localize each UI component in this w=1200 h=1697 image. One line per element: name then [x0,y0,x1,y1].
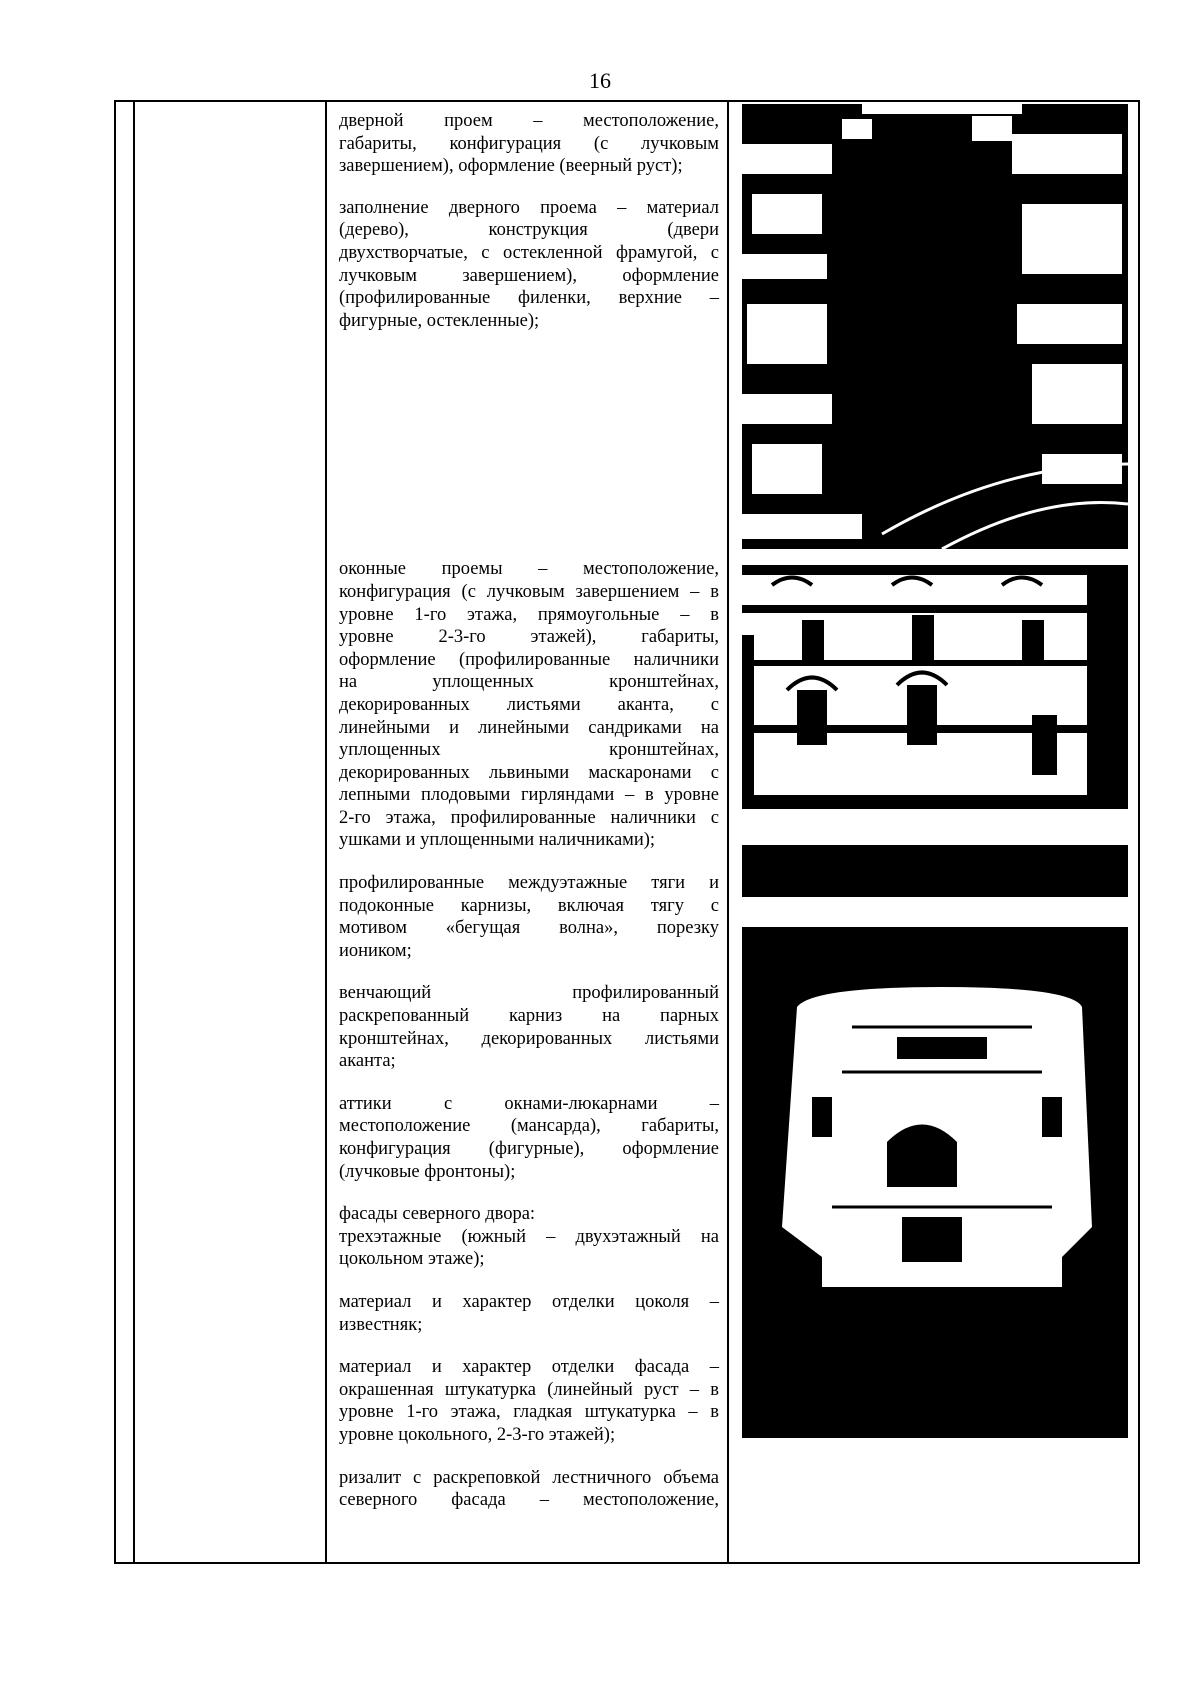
paragraph-door-filling: заполнение дверного проема – материал (дерево), конструкция (двери двухстворчатые, с остекленной фрамугой, с лучковым завершением), оформление (профилированные филенки, верхние – фигурные, остекленные); [339,197,719,331]
paragraph-crowning-cornice: венчающий профилированный раскрепованный карниз на парных кронштейнах, декорированных листьями аканта; [339,983,719,1072]
paragraph-window-openings: оконные проемы – местоположение, конфигурация (с лучковым завершением – в уровне 1-го этажа, прямоугольные – в уровне 2-3-го этажей), габариты, оформление (профилированные наличники на уплощенных кронштейнах, декорированных листьями аканта, с линейными и линейными сандриками на уплощенных кронштейнах, декорированных львиными маскаронами с лепными плодовыми гирляндами – в уровне 2-го этажа, профилированные наличники с ушками и уплощенными наличниками); [339,559,719,851]
paragraph-facade-finish: материал и характер отделки фасада – окрашенная штукатурка (линейный руст – в уровне 1-го этажа, гладкая штукатурка – в уровне цокольного, 2-3-го этажей); [339,1357,719,1445]
paragraph-stair-risalit: ризалит с раскреповкой лестничного объема северного фасада – местоположение, [339,1467,719,1511]
paragraph-north-courtyard-facades: фасады северного двора: трехэтажные (южный – двухэтажный на цокольном этаже); [339,1204,719,1270]
column-divider-1 [133,102,135,1562]
photo-facade-windows [742,565,1128,897]
column-divider-2 [325,102,327,1562]
photo-facade-windows-icon [742,565,1128,897]
paragraph-belt-courses: профилированные междуэтажные тяги и подоконные карнизы, включая тягу с мотивом «бегущая волна», порезку иоником; [339,873,719,961]
photo-courtyard-stair-risalit-icon [742,927,1128,1438]
photo-courtyard-stair-risalit [742,927,1128,1438]
paragraph-plinth-finish: материал и характер отделки цоколя – известняк; [339,1291,719,1335]
photo-doorway [742,104,1128,549]
page-number: 16 [589,68,611,93]
paragraph-door-opening: дверной проем – местоположение, габариты, конфигурация (с лучковым завершением), оформление (веерный руст); [339,111,719,177]
paragraph-attics: аттики с окнами-люкарнами – местоположение (мансарда), габариты, конфигурация (фигурные), оформление (лучковые фронтоны); [339,1093,719,1182]
features-description [339,110,719,1512]
column-divider-3 [727,102,729,1562]
photo-doorway-icon [742,104,1128,549]
